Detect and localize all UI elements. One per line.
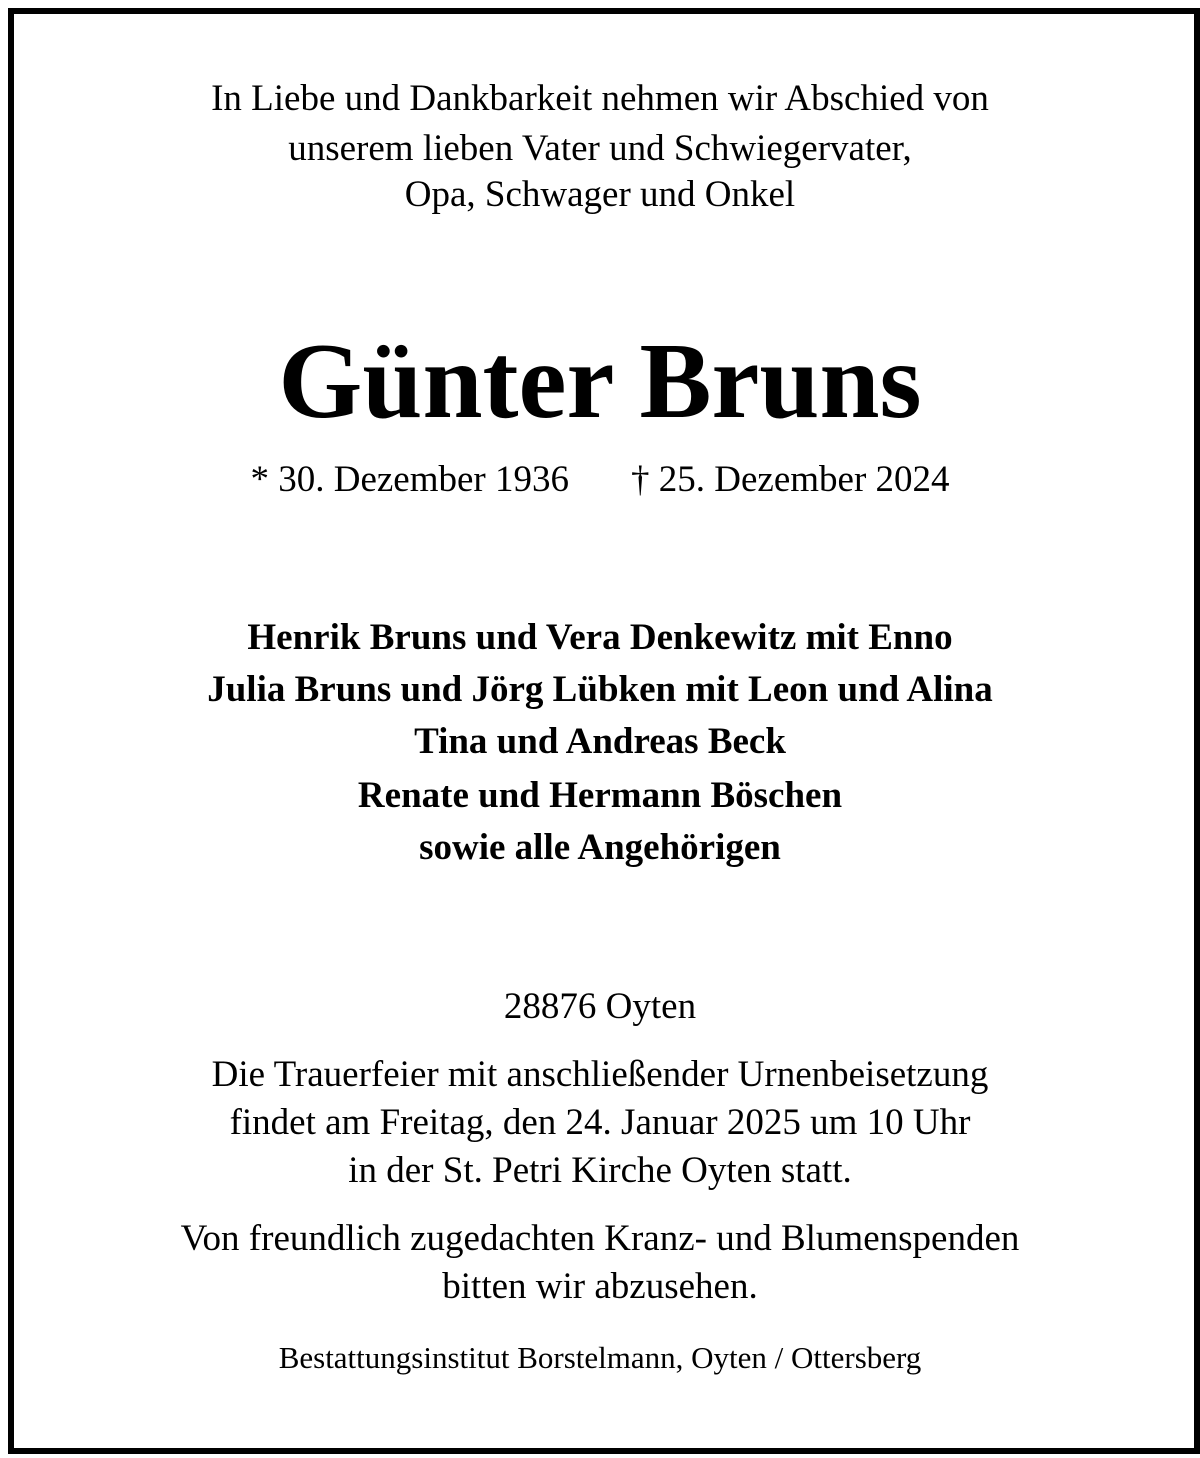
birth-date: * 30. Dezember 1936 (250, 459, 569, 500)
funeral-home: Bestattungsinstitut Borstelmann, Oyten / Ottersberg (278, 1340, 922, 1375)
family-line-5: sowie alle Angehörigen (419, 827, 781, 868)
life-dates (0, 455, 1200, 505)
ceremony-line-3: in der St. Petri Kirche Oyten statt. (348, 1150, 852, 1191)
location: 28876 Oyten (503, 986, 697, 1027)
ceremony-line-1: Die Trauerfeier mit anschließender Urnenbeisetzung (211, 1054, 989, 1095)
donations-line-2: bitten wir abzusehen. (442, 1266, 758, 1307)
death-date: † 25. Dezember 2024 (631, 459, 950, 500)
family-line-2: Julia Bruns und Jörg Lübken mit Leon und Alina (207, 669, 993, 710)
family-line-1: Henrik Bruns und Vera Denkewitz mit Enno (247, 617, 953, 658)
ceremony-line-2: findet am Freitag, den 24. Januar 2025 um 10 Uhr (229, 1102, 971, 1143)
deceased-name: Günter Bruns (278, 322, 922, 441)
intro-line-1: In Liebe und Dankbarkeit nehmen wir Abschied von (211, 78, 989, 119)
donations-line-1: Von freundlich zugedachten Kranz- und Blumenspenden (180, 1218, 1020, 1259)
intro-line-3: Opa, Schwager und Onkel (404, 174, 796, 215)
family-line-4: Renate und Hermann Böschen (357, 775, 843, 816)
family-line-3: Tina und Andreas Beck (414, 721, 786, 762)
intro-line-2: unserem lieben Vater und Schwiegervater, (288, 128, 912, 169)
